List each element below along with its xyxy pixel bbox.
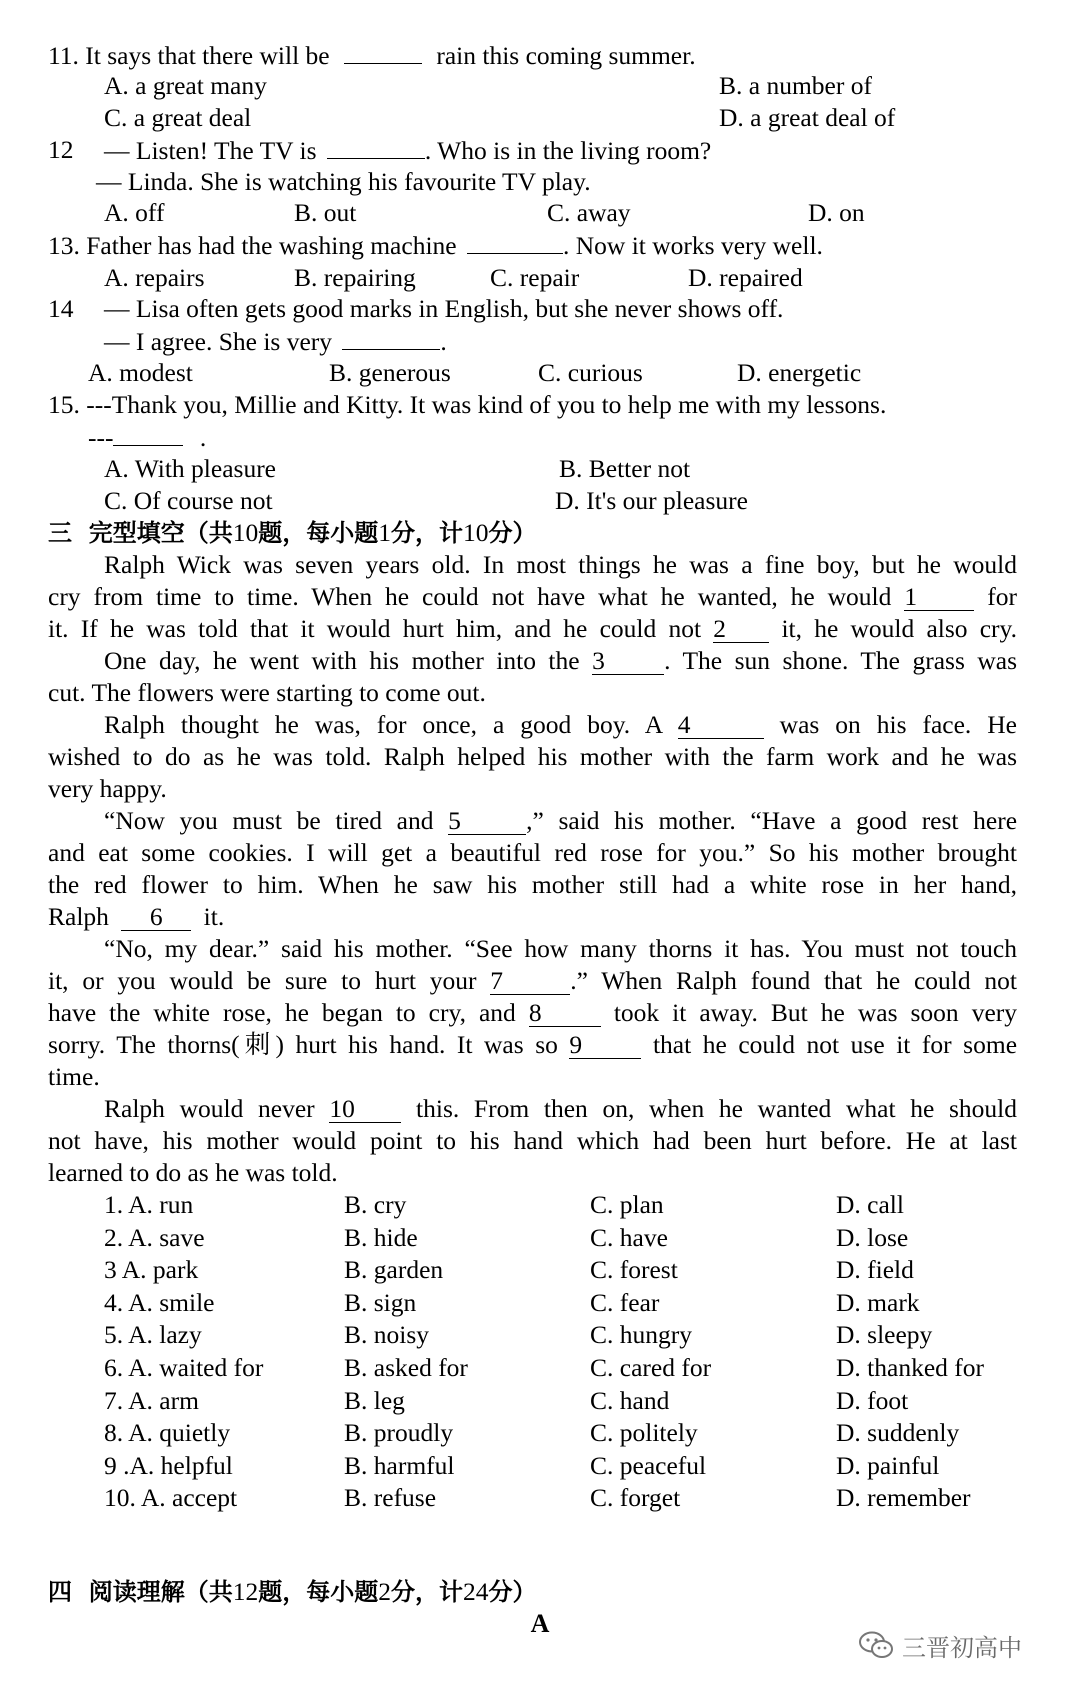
option-3-d[interactable]: D. field <box>836 1255 914 1284</box>
option-4-c[interactable]: C. fear <box>590 1288 660 1317</box>
watermark-text: 三晋初高中 <box>902 1633 1022 1662</box>
q13-option-a[interactable]: A. repairs <box>104 263 205 292</box>
option-1-c[interactable]: C. plan <box>590 1190 664 1219</box>
q14-option-d[interactable]: D. energetic <box>737 358 862 387</box>
blank-3[interactable]: 3 <box>592 648 664 675</box>
q14-line2: — I agree. She is very . <box>104 327 447 356</box>
q11-stem: 11. It says that there will be rain this coming summer. <box>48 41 696 70</box>
q13-option-b[interactable]: B. repairing <box>294 263 416 292</box>
q11-option-c[interactable]: C. a great deal <box>104 103 252 132</box>
passage-line: learned to do as he was told. <box>48 1158 338 1187</box>
option-9-c[interactable]: C. peaceful <box>590 1451 707 1480</box>
passage-line: Ralph 6 it. <box>48 902 225 931</box>
option-6-b[interactable]: B. asked for <box>344 1353 468 1382</box>
option-2-a[interactable]: 2. A. save <box>104 1223 205 1252</box>
blank-6[interactable]: 6 <box>121 904 191 931</box>
option-3-a[interactable]: 3 A. park <box>104 1255 199 1284</box>
q15-option-c[interactable]: C. Of course not <box>104 486 273 515</box>
passage-line: have the white rose, he began to cry, and 8 took it away. But he was soon very <box>48 998 1018 1027</box>
option-1-d[interactable]: D. call <box>836 1190 904 1219</box>
passage-line: “Now you must be tired and 5 ,” said his mother. “Have a good rest here <box>104 806 1018 835</box>
q12-blank[interactable] <box>327 134 425 159</box>
q12-option-b[interactable]: B. out <box>294 198 357 227</box>
section-4-heading: 四 阅读理解（共12题，每小题2分，计24分） <box>48 1577 537 1606</box>
passage-line: One day, he went with his mother into the 3 . The sun shone. The grass was <box>104 646 1017 675</box>
option-4-a[interactable]: 4. A. smile <box>104 1288 215 1317</box>
option-7-b[interactable]: B. leg <box>344 1386 405 1415</box>
part-a-label: A <box>530 1609 550 1638</box>
option-10-d[interactable]: D. remember <box>836 1483 971 1512</box>
passage-line: not have, his mother would point to his hand which had been hurt before. He at last <box>48 1126 1017 1155</box>
q12-option-a[interactable]: A. off <box>104 198 165 227</box>
q12-option-c[interactable]: C. away <box>547 198 631 227</box>
option-9-b[interactable]: B. harmful <box>344 1451 455 1480</box>
q11-option-a[interactable]: A. a great many <box>104 71 267 100</box>
q15-blank[interactable] <box>113 421 183 446</box>
blank-9[interactable]: 9 <box>569 1032 641 1059</box>
q15-line2: --- . <box>88 423 207 452</box>
passage-line: “No, my dear.” said his mother. “See how many thorns it has. You must not touch <box>104 934 1017 963</box>
option-7-c[interactable]: C. hand <box>590 1386 670 1415</box>
q14-option-a[interactable]: A. modest <box>88 358 193 387</box>
passage-line: cry from time to time. When he could not have what he wanted, he would 1 for <box>48 582 1017 611</box>
passage-line: Ralph Wick was seven years old. In most things he was a fine boy, but he would <box>104 550 1017 579</box>
passage-line: Ralph thought he was, for once, a good boy. A 4 was on his face. He <box>104 710 1017 739</box>
option-8-b[interactable]: B. proudly <box>344 1418 454 1447</box>
q12-line2: — Linda. She is watching his favourite TV play. <box>96 167 591 196</box>
q12-line1: — Listen! The TV is . Who is in the living room? <box>104 136 712 165</box>
q15-option-b[interactable]: B. Better not <box>559 454 691 483</box>
q11-blank[interactable] <box>344 39 422 64</box>
passage-line: and eat some cookies. I will get a beautiful red rose for you.” So his mother brought <box>48 838 1017 867</box>
section-3-heading: 三 完型填空（共10题，每小题1分，计10分） <box>48 518 537 547</box>
option-8-c[interactable]: C. politely <box>590 1418 698 1447</box>
passage-line: very happy. <box>48 774 167 803</box>
option-7-d[interactable]: D. foot <box>836 1386 909 1415</box>
blank-5[interactable]: 5 <box>448 808 526 835</box>
option-6-c[interactable]: C. cared for <box>590 1353 712 1382</box>
option-2-c[interactable]: C. have <box>590 1223 668 1252</box>
option-1-b[interactable]: B. cry <box>344 1190 407 1219</box>
q13-option-d[interactable]: D. repaired <box>688 263 803 292</box>
passage-line: Ralph would never 10 this. From then on, when he wanted what he should <box>104 1094 1018 1123</box>
q13-stem: 13. Father has had the washing machine . Now it works very well. <box>48 231 823 260</box>
option-8-a[interactable]: 8. A. quietly <box>104 1418 231 1447</box>
passage-line: it, or you would be sure to hurt your 7 .” When Ralph found that he could not <box>48 966 1017 995</box>
q14-blank[interactable] <box>342 325 440 350</box>
option-10-a[interactable]: 10. A. accept <box>104 1483 238 1512</box>
option-5-b[interactable]: B. noisy <box>344 1320 430 1349</box>
wechat-icon <box>858 1630 894 1660</box>
passage-line: time. <box>48 1062 100 1091</box>
option-7-a[interactable]: 7. A. arm <box>104 1386 199 1415</box>
option-5-a[interactable]: 5. A. lazy <box>104 1320 202 1349</box>
q11-option-b[interactable]: B. a number of <box>719 71 872 100</box>
q14-option-c[interactable]: C. curious <box>538 358 643 387</box>
q15-option-d[interactable]: D. It's our pleasure <box>555 486 748 515</box>
blank-7[interactable]: 7 <box>490 968 570 995</box>
passage-line: it. If he was told that it would hurt him, and he could not 2 it, he would also cry. <box>48 614 1018 643</box>
passage-line: wished to do as he was told. Ralph helped his mother with the farm work and he was <box>48 742 1017 771</box>
blank-8[interactable]: 8 <box>529 1000 601 1027</box>
option-9-d[interactable]: D. painful <box>836 1451 940 1480</box>
watermark <box>858 1625 1022 1665</box>
passage-line: cut. The flowers were starting to come out. <box>48 678 486 707</box>
q12-option-d[interactable]: D. on <box>808 198 865 227</box>
q15-line1: 15. ---Thank you, Millie and Kitty. It was kind of you to help me with my lessons. <box>48 390 887 419</box>
blank-1[interactable]: 1 <box>904 584 974 611</box>
q12-num: 12 <box>48 135 74 164</box>
blank-10[interactable]: 10 <box>329 1096 401 1123</box>
option-1-a[interactable]: 1. A. run <box>104 1190 194 1219</box>
q13-option-c[interactable]: C. repair <box>490 263 580 292</box>
q14-line1: — Lisa often gets good marks in English, but she never shows off. <box>104 294 784 323</box>
option-6-a[interactable]: 6. A. waited for <box>104 1353 264 1382</box>
option-10-b[interactable]: B. refuse <box>344 1483 437 1512</box>
option-9-a[interactable]: 9 .A. helpful <box>104 1451 233 1480</box>
q11-option-d[interactable]: D. a great deal of <box>719 103 896 132</box>
blank-2[interactable]: 2 <box>713 616 769 643</box>
q14-option-b[interactable]: B. generous <box>329 358 451 387</box>
option-3-c[interactable]: C. forest <box>590 1255 678 1284</box>
q13-blank[interactable] <box>467 229 563 254</box>
option-6-d[interactable]: D. thanked for <box>836 1353 984 1382</box>
option-5-c[interactable]: C. hungry <box>590 1320 692 1349</box>
blank-4[interactable]: 4 <box>678 712 764 739</box>
q14-num: 14 <box>48 294 74 323</box>
option-10-c[interactable]: C. forget <box>590 1483 681 1512</box>
option-2-d[interactable]: D. lose <box>836 1223 909 1252</box>
option-4-b[interactable]: B. sign <box>344 1288 417 1317</box>
option-2-b[interactable]: B. hide <box>344 1223 418 1252</box>
q15-option-a[interactable]: A. With pleasure <box>104 454 277 483</box>
option-8-d[interactable]: D. suddenly <box>836 1418 960 1447</box>
passage-line: sorry. The thorns(刺) hurt his hand. It was so 9 that he could not use it for some <box>48 1030 1018 1059</box>
passage-line: the red flower to him. When he saw his mother still had a white rose in her hand, <box>48 870 1017 899</box>
option-4-d[interactable]: D. mark <box>836 1288 920 1317</box>
option-3-b[interactable]: B. garden <box>344 1255 444 1284</box>
option-5-d[interactable]: D. sleepy <box>836 1320 933 1349</box>
